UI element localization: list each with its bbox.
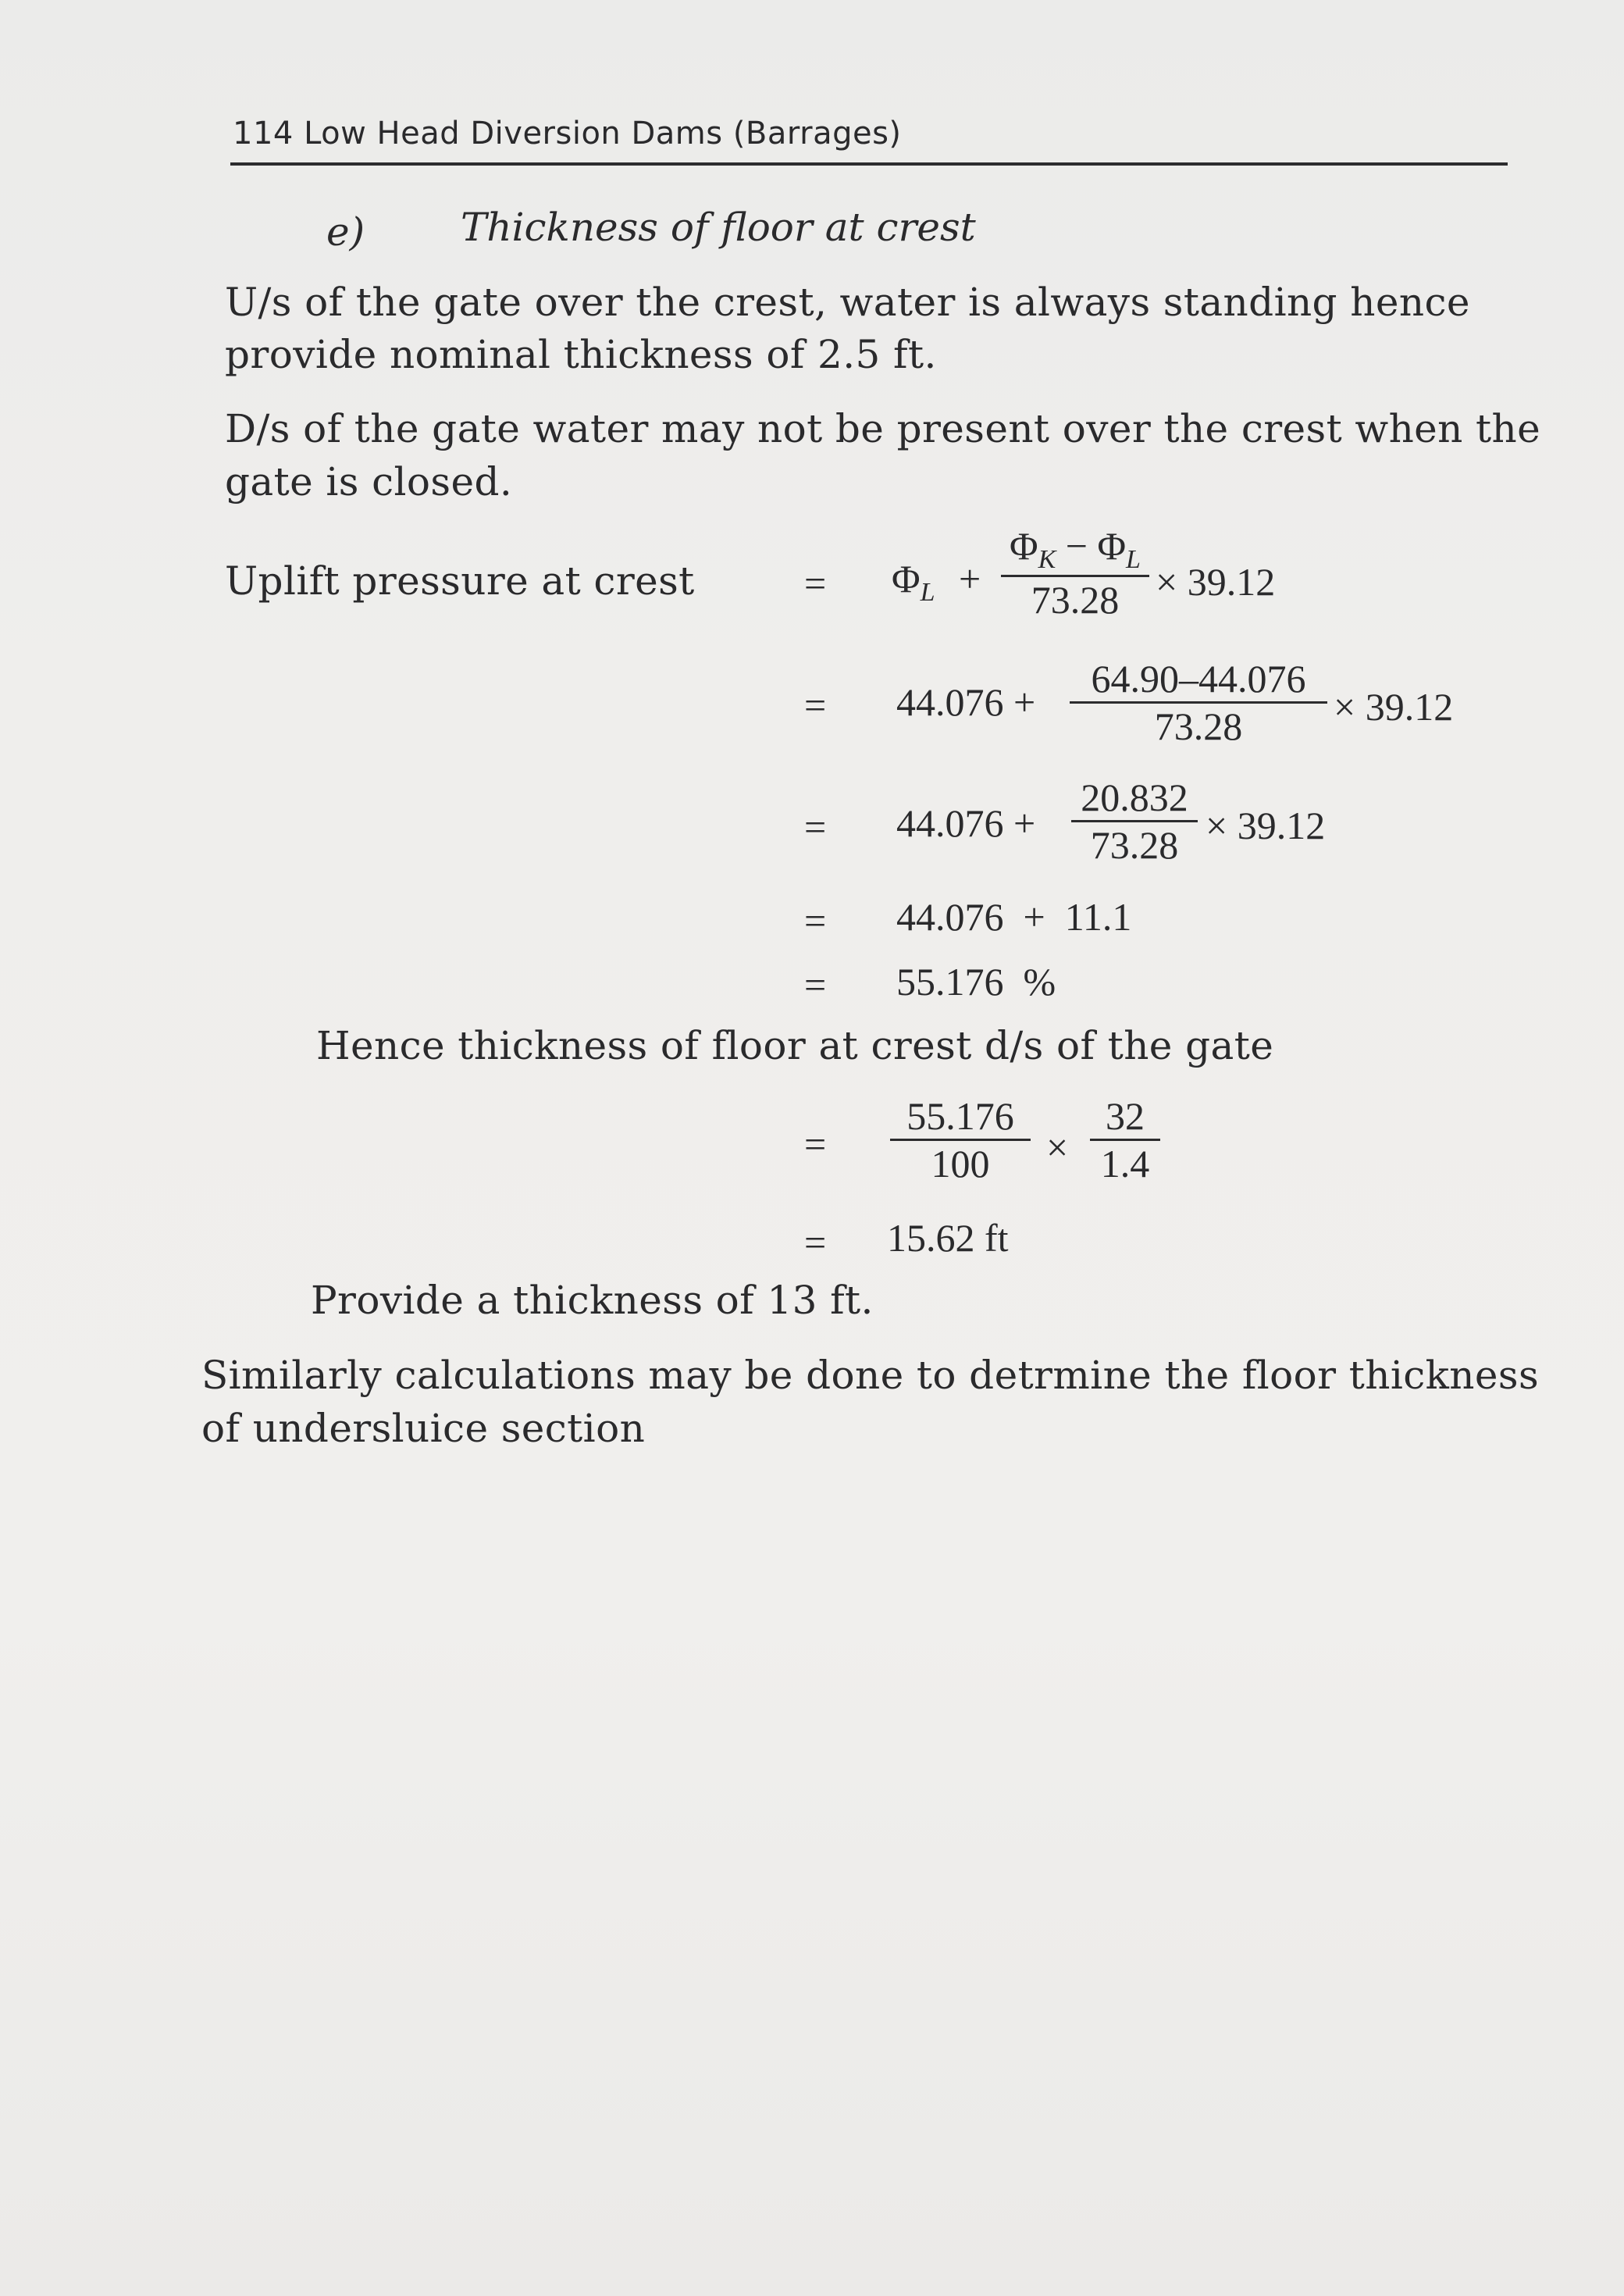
equals-sign-3: = — [804, 805, 827, 849]
fraction-3-denominator: 73.28 — [1090, 823, 1179, 867]
fraction-2-numerator: 64.90–44.076 — [1091, 657, 1306, 701]
fraction-2 — [1070, 656, 1327, 749]
step-2-lead: 44.076 + — [896, 680, 1036, 724]
paragraph-1-line-1: U/s of the gate over the crest, water is always standing hence — [225, 280, 1470, 325]
equals-sign-2: = — [804, 683, 827, 727]
running-head: 114 Low Head Diversion Dams (Barrages) — [233, 116, 902, 152]
phi-l-term: $\Phi_L$ — [892, 557, 935, 607]
fraction-5-numerator: 32 — [1106, 1094, 1145, 1138]
equals-sign-6: = — [804, 1122, 827, 1166]
multiplier-1: × 39.12 — [1156, 560, 1276, 604]
fraction-1 — [1001, 523, 1149, 622]
fraction-1-numerator: $\Phi_K - \Phi_L$ — [1010, 524, 1141, 574]
fraction-5 — [1090, 1093, 1160, 1186]
provide-thickness: Provide a thickness of 13 ft. — [311, 1278, 874, 1323]
closing-line-1: Similarly calculations may be done to detrmine the floor thickness — [201, 1353, 1540, 1398]
fraction-2-denominator: 73.28 — [1154, 704, 1243, 748]
thickness-result: 15.62 ft — [887, 1216, 1009, 1260]
paragraph-2-line-2: gate is closed. — [225, 459, 513, 504]
times-sign: × — [1046, 1125, 1069, 1169]
fraction-1-denominator: 73.28 — [1031, 578, 1120, 622]
equals-sign-4: = — [804, 899, 827, 943]
paragraph-1-line-2: provide nominal thickness of 2.5 ft. — [225, 332, 937, 377]
paragraph-2-line-1: D/s of the gate water may not be present over the crest when the — [225, 406, 1541, 451]
fraction-3-numerator: 20.832 — [1081, 775, 1188, 819]
plus-sign-1: + — [959, 557, 981, 601]
uplift-label: Uplift pressure at crest — [225, 558, 695, 604]
fraction-4-numerator: 55.176 — [906, 1094, 1014, 1138]
step-4-expression: 44.076 + 11.1 — [896, 895, 1132, 939]
thickness-label: Hence thickness of floor at crest d/s of the gate — [316, 1023, 1274, 1068]
fraction-5-denominator: 1.4 — [1100, 1142, 1150, 1185]
header-rule — [230, 162, 1508, 166]
section-label: e) — [326, 209, 365, 255]
fraction-4-denominator: 100 — [931, 1142, 990, 1185]
section-title: Thickness of floor at crest — [461, 205, 976, 250]
equals-sign-5: = — [804, 963, 827, 1007]
equals-sign-7: = — [804, 1221, 827, 1264]
equals-sign-1: = — [804, 562, 827, 605]
fraction-3 — [1071, 775, 1198, 868]
step-3-lead: 44.076 + — [896, 801, 1036, 845]
closing-line-2: of undersluice section — [201, 1406, 646, 1451]
fraction-4 — [890, 1093, 1031, 1186]
multiplier-2: × 39.12 — [1334, 685, 1454, 729]
multiplier-3: × 39.12 — [1206, 804, 1326, 847]
step-5-result: 55.176 % — [896, 960, 1056, 1004]
